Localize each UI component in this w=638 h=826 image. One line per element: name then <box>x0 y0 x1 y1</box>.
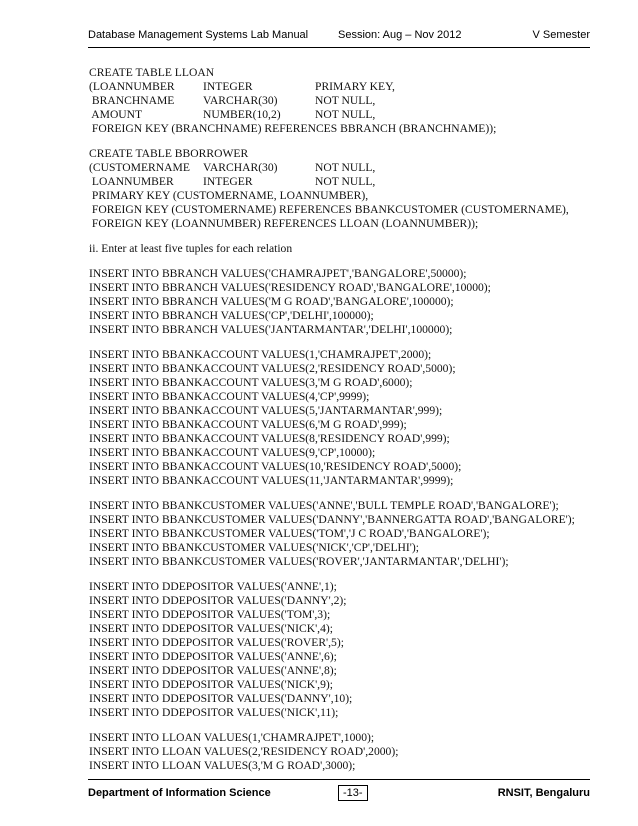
sql-statement: INSERT INTO LLOAN VALUES(3,'M G ROAD',3000); <box>89 759 356 772</box>
insert-ddepositor-block <box>89 580 594 720</box>
column-constraint: NOT NULL, <box>315 161 376 174</box>
sql-statement: INSERT INTO LLOAN VALUES(2,'RESIDENCY ROAD',2000); <box>89 745 399 758</box>
sql-statement: INSERT INTO BBANKACCOUNT VALUES(4,'CP',9999); <box>89 390 370 403</box>
constraint-line: FOREIGN KEY (LOANNUMBER) REFERENCES LLOAN (LOANNUMBER)); <box>89 217 479 230</box>
sql-statement: INSERT INTO BBANKCUSTOMER VALUES('NICK','CP','DELHI'); <box>89 541 419 554</box>
sql-statement: INSERT INTO BBANKACCOUNT VALUES(10,'RESIDENCY ROAD',5000); <box>89 460 462 473</box>
constraint-line: FOREIGN KEY (CUSTOMERNAME) REFERENCES BBANKCUSTOMER (CUSTOMERNAME), <box>89 203 569 216</box>
sql-statement: INSERT INTO BBANKACCOUNT VALUES(2,'RESIDENCY ROAD',5000); <box>89 362 456 375</box>
column-def-row <box>89 108 594 122</box>
page-number: -13- <box>338 785 368 801</box>
footer-divider <box>88 779 590 780</box>
column-name: (CUSTOMERNAME <box>89 161 190 174</box>
header-manual-title: Database Management Systems Lab Manual <box>88 29 309 41</box>
document-body <box>89 66 594 773</box>
sql-statement: INSERT INTO DDEPOSITOR VALUES('NICK',9); <box>89 678 333 691</box>
sql-statement: INSERT INTO DDEPOSITOR VALUES('ROVER',5); <box>89 636 344 649</box>
insert-bbankcustomer-block <box>89 499 594 569</box>
column-type: VARCHAR(30) <box>203 161 278 174</box>
column-name: LOANNUMBER <box>89 175 174 188</box>
sql-statement: INSERT INTO BBANKACCOUNT VALUES(3,'M G ROAD',6000); <box>89 376 413 389</box>
sql-statement: INSERT INTO BBANKACCOUNT VALUES(6,'M G ROAD',999); <box>89 418 407 431</box>
column-constraint: NOT NULL, <box>315 94 376 107</box>
sql-statement: INSERT INTO DDEPOSITOR VALUES('DANNY',2); <box>89 594 347 607</box>
column-def-row <box>89 175 594 189</box>
sql-statement: INSERT INTO BBRANCH VALUES('JANTARMANTAR','DELHI',100000); <box>89 323 453 336</box>
header-session: Session: Aug – Nov 2012 <box>338 29 462 41</box>
sql-statement: INSERT INTO BBRANCH VALUES('CP','DELHI',100000); <box>89 309 374 322</box>
header-divider <box>88 47 590 48</box>
create-statement-title: CREATE TABLE LLOAN <box>89 66 215 79</box>
sql-statement: INSERT INTO BBANKACCOUNT VALUES(5,'JANTARMANTAR',999); <box>89 404 443 417</box>
constraint-line: PRIMARY KEY (CUSTOMERNAME, LOANNUMBER), <box>89 189 369 202</box>
sql-statement: INSERT INTO DDEPOSITOR VALUES('ANNE',1); <box>89 580 337 593</box>
column-constraint: NOT NULL, <box>315 175 376 188</box>
insert-bbankaccount-block <box>89 348 594 488</box>
page-header <box>88 29 590 45</box>
sql-statement: INSERT INTO DDEPOSITOR VALUES('NICK',11); <box>89 706 339 719</box>
column-constraint: NOT NULL, <box>315 108 376 121</box>
header-semester: V Semester <box>532 29 590 41</box>
column-type: INTEGER <box>203 80 253 93</box>
column-def-row <box>89 161 594 175</box>
column-type: VARCHAR(30) <box>203 94 278 107</box>
foreign-key-line: FOREIGN KEY (BRANCHNAME) REFERENCES BBRANCH (BRANCHNAME)); <box>89 122 497 135</box>
footer-department: Department of Information Science <box>88 787 271 799</box>
create-bborrower-block <box>89 147 594 231</box>
sql-statement: INSERT INTO BBANKCUSTOMER VALUES('TOM','J C ROAD','BANGALORE'); <box>89 527 490 540</box>
column-name: AMOUNT <box>89 108 143 121</box>
create-lloan-block <box>89 66 594 136</box>
column-type: NUMBER(10,2) <box>203 108 281 121</box>
sql-statement: INSERT INTO DDEPOSITOR VALUES('ANNE',8); <box>89 664 337 677</box>
sql-statement: INSERT INTO BBRANCH VALUES('CHAMRAJPET','BANGALORE',50000); <box>89 267 467 280</box>
sql-statement: INSERT INTO DDEPOSITOR VALUES('DANNY',10); <box>89 692 353 705</box>
sql-statement: INSERT INTO BBANKCUSTOMER VALUES('ANNE','BULL TEMPLE ROAD','BANGALORE'); <box>89 499 559 512</box>
sql-statement: INSERT INTO BBANKACCOUNT VALUES(1,'CHAMRAJPET',2000); <box>89 348 432 361</box>
column-name: BRANCHNAME <box>89 94 175 107</box>
column-type: INTEGER <box>203 175 253 188</box>
sql-statement: INSERT INTO DDEPOSITOR VALUES('ANNE',6); <box>89 650 337 663</box>
column-constraint: PRIMARY KEY, <box>315 80 395 93</box>
sql-statement: INSERT INTO DDEPOSITOR VALUES('NICK',4); <box>89 622 333 635</box>
sql-statement: INSERT INTO BBANKACCOUNT VALUES(9,'CP',10000); <box>89 446 376 459</box>
instruction-heading: ii. Enter at least five tuples for each relation <box>89 242 293 255</box>
sql-statement: INSERT INTO BBANKACCOUNT VALUES(11,'JANTARMANTAR',9999); <box>89 474 454 487</box>
sql-statement: INSERT INTO DDEPOSITOR VALUES('TOM',3); <box>89 608 331 621</box>
sql-statement: INSERT INTO BBRANCH VALUES('RESIDENCY ROAD','BANGALORE',10000); <box>89 281 491 294</box>
column-def-row <box>89 94 594 108</box>
page-footer <box>88 786 590 804</box>
insert-bbranch-block <box>89 267 594 337</box>
insert-lloan-block <box>89 731 594 773</box>
sql-statement: INSERT INTO BBANKCUSTOMER VALUES('ROVER','JANTARMANTAR','DELHI'); <box>89 555 509 568</box>
column-name: (LOANNUMBER <box>89 80 175 93</box>
column-def-row <box>89 80 594 94</box>
footer-institution: RNSIT, Bengaluru <box>497 787 590 799</box>
sql-statement: INSERT INTO BBRANCH VALUES('M G ROAD','BANGALORE',100000); <box>89 295 454 308</box>
sql-statement: INSERT INTO BBANKACCOUNT VALUES(8,'RESIDENCY ROAD',999); <box>89 432 450 445</box>
create-statement-title: CREATE TABLE BBORROWER <box>89 147 249 160</box>
sql-statement: INSERT INTO LLOAN VALUES(1,'CHAMRAJPET',1000); <box>89 731 375 744</box>
sql-statement: INSERT INTO BBANKCUSTOMER VALUES('DANNY','BANNERGATTA ROAD','BANGALORE'); <box>89 513 575 526</box>
